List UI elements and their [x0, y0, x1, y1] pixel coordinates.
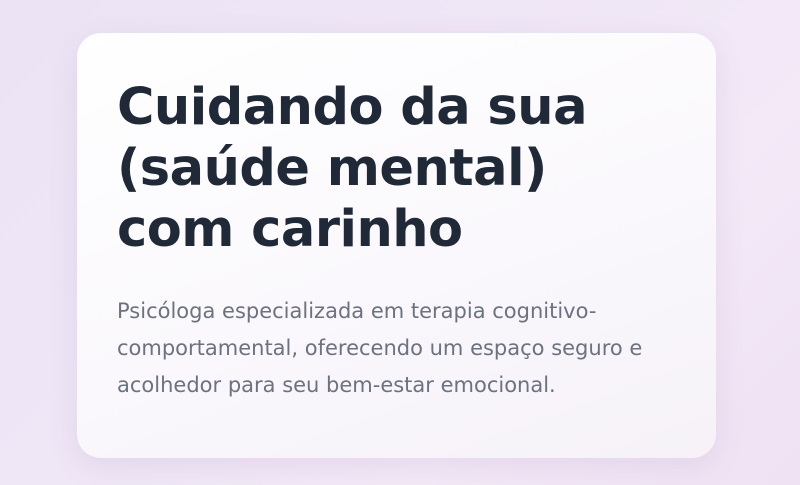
- hero-title: [117, 77, 678, 260]
- hero-title-line-1: Cuidando da sua: [117, 78, 588, 137]
- hero-title-line-3: com carinho: [117, 200, 463, 259]
- hero-subtitle: Psicóloga especializada em terapia cognitivo-comportamental, oferecendo um espaço seguro e acolhedor para seu bem-estar emocional.: [117, 299, 643, 397]
- hero-title-line-2: (saúde mental): [117, 139, 547, 198]
- hero-card: [77, 33, 716, 458]
